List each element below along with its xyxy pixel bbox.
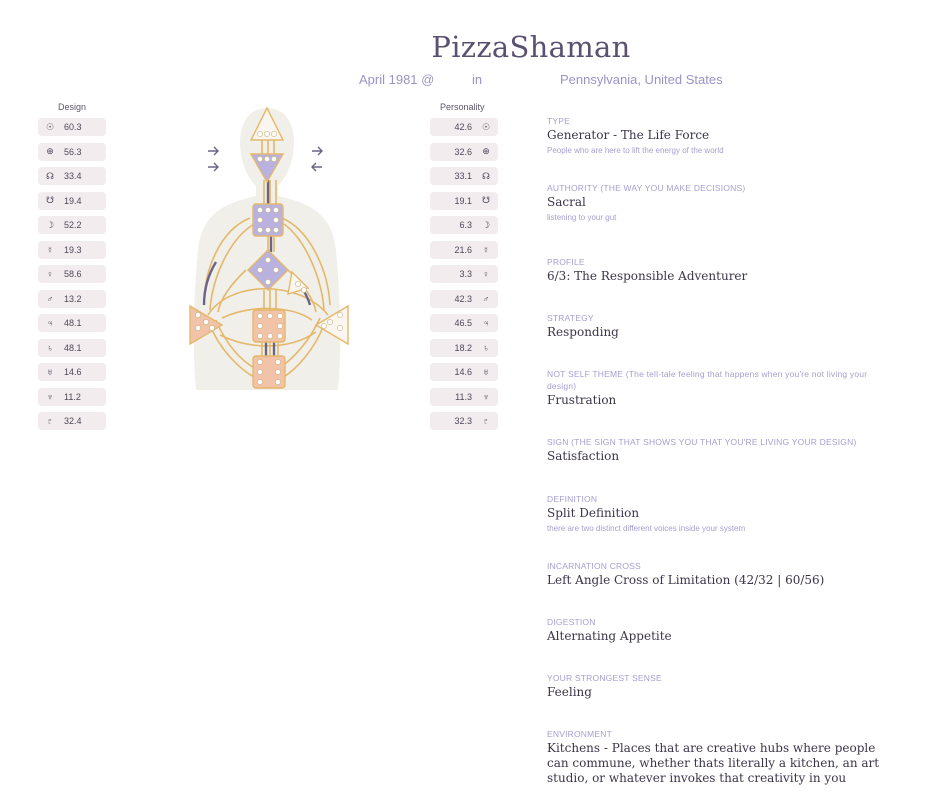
property-label: STRATEGY — [547, 313, 594, 323]
uranus-icon: ♅ — [46, 367, 54, 377]
property-label: AUTHORITY (THE WAY YOU MAKE DECISIONS) — [547, 183, 746, 193]
personality-heading: Personality — [440, 102, 485, 112]
activation-value: 11.2 — [64, 391, 81, 402]
mercury-icon: ☿ — [46, 244, 54, 255]
design-activation — [38, 192, 106, 210]
property-environment — [547, 728, 887, 786]
property-profile — [547, 256, 887, 284]
property-description: People who are here to lift the energy of the world — [547, 146, 724, 155]
property-value: Split Definition — [547, 506, 640, 520]
activation-value: 42.6 — [454, 122, 472, 132]
activation-value: 46.5 — [454, 318, 472, 328]
personality-activation — [430, 388, 498, 406]
property-label: PROFILE — [547, 257, 585, 267]
property-strategy — [547, 312, 887, 340]
birth-in-label: in — [472, 72, 483, 87]
property-value: Feeling — [547, 685, 592, 699]
design-activation — [38, 265, 106, 283]
personality-activation — [430, 192, 498, 210]
personality-activation — [430, 314, 498, 332]
property-description: there are two distinct different voices inside your system — [547, 524, 746, 533]
personality-activation — [430, 412, 498, 430]
activation-value: 18.2 — [454, 342, 472, 353]
property-strongest-sense — [547, 672, 887, 700]
personality-activation — [430, 339, 498, 357]
activation-value: 19.1 — [454, 195, 472, 206]
activation-value: 11.3 — [455, 391, 472, 402]
activation-value: 21.6 — [454, 244, 472, 255]
activation-value: 32.6 — [454, 146, 472, 157]
venus-icon: ♀ — [46, 269, 54, 279]
venus-icon: ♀ — [482, 269, 490, 279]
design-activation — [38, 314, 106, 332]
chart-owner-name: PizzaShaman — [431, 30, 631, 64]
design-activation — [38, 388, 106, 406]
activation-value: 32.3 — [454, 416, 472, 426]
property-value: Generator - The Life Force — [547, 128, 710, 142]
property-not-self-theme — [547, 368, 887, 408]
activation-value: 6.3 — [459, 220, 472, 230]
arrow-right-icon — [208, 147, 218, 155]
jupiter-icon: ♃ — [482, 318, 490, 328]
property-value: Left Angle Cross of Limitation (42/32 | 60/56) — [547, 573, 825, 587]
property-label: YOUR STRONGEST SENSE — [547, 673, 662, 683]
south-node-icon: ☋ — [46, 195, 54, 205]
activation-value: 58.6 — [64, 269, 82, 279]
property-description: listening to your gut — [547, 213, 617, 222]
design-activation — [38, 167, 106, 185]
activation-value: 52.2 — [64, 220, 82, 230]
property-label: NOT SELF THEME (The tell-tale feeling that happens when you're not living your design) — [547, 369, 868, 391]
personality-activation — [430, 143, 498, 161]
property-value: Frustration — [547, 393, 617, 407]
activation-value: 33.4 — [64, 171, 82, 181]
property-label: INCARNATION CROSS — [547, 561, 641, 571]
personality-activation — [430, 265, 498, 283]
property-label: TYPE — [547, 116, 571, 126]
activation-value: 13.2 — [64, 293, 82, 304]
property-value: Sacral — [547, 195, 586, 209]
activation-value: 14.6 — [64, 367, 82, 377]
property-incarnation-cross — [547, 560, 887, 588]
birth-location: Pennsylvania, United States — [560, 72, 723, 87]
design-activation — [38, 412, 106, 430]
design-activation — [38, 363, 106, 381]
north-node-icon: ☊ — [482, 170, 490, 181]
moon-icon: ☽ — [481, 219, 491, 230]
activation-value: 19.4 — [64, 195, 82, 206]
arrow-left-icon — [312, 163, 322, 171]
design-activation — [38, 290, 106, 308]
property-definition — [547, 493, 887, 533]
design-activation — [38, 241, 106, 259]
design-activation — [38, 216, 106, 234]
design-heading: Design — [58, 102, 87, 112]
property-value: Kitchens - Places that are creative hubs where people can commune, whether thats literally a kitchen, an art studio, or whatever invokes that creativity in you — [547, 741, 880, 785]
personality-activation — [430, 241, 498, 259]
saturn-icon: ♄ — [46, 342, 54, 353]
activation-value: 42.3 — [454, 293, 472, 304]
property-type — [547, 115, 887, 155]
property-value: 6/3: The Responsible Adventurer — [547, 269, 748, 283]
activation-value: 19.3 — [64, 244, 82, 255]
pluto-icon: ♇ — [482, 416, 490, 426]
property-value: Satisfaction — [547, 449, 620, 463]
property-label: DEFINITION — [547, 494, 598, 504]
design-activation — [38, 118, 106, 136]
activation-value: 3.3 — [459, 269, 472, 279]
moon-icon: ☽ — [45, 219, 55, 230]
personality-activation — [430, 167, 498, 185]
design-activation — [38, 143, 106, 161]
pluto-icon: ♇ — [46, 416, 54, 426]
property-sign — [547, 436, 887, 464]
neptune-icon: ♆ — [482, 391, 490, 402]
jupiter-icon: ♃ — [46, 318, 54, 328]
property-label: ENVIRONMENT — [547, 729, 613, 739]
property-label: DIGESTION — [547, 617, 596, 627]
saturn-icon: ♄ — [482, 342, 490, 353]
property-value: Alternating Appetite — [547, 629, 672, 643]
activation-value: 33.1 — [454, 171, 472, 181]
uranus-icon: ♅ — [482, 367, 490, 377]
arrow-right-icon — [312, 147, 322, 155]
north-node-icon: ☊ — [46, 170, 54, 181]
mercury-icon: ☿ — [482, 244, 490, 255]
activation-value: 56.3 — [64, 146, 82, 157]
property-label: SIGN (THE SIGN THAT SHOWS YOU THAT YOU'RE LIVING YOUR DESIGN) — [547, 437, 857, 447]
property-value: Responding — [547, 325, 619, 339]
personality-activation — [430, 118, 498, 136]
activation-value: 60.3 — [64, 122, 82, 132]
sun-icon: ☉ — [481, 121, 491, 132]
personality-activation — [430, 363, 498, 381]
property-authority — [547, 182, 887, 222]
earth-icon: ⊕ — [482, 146, 490, 156]
mars-icon: ♂ — [46, 293, 54, 304]
activation-value: 32.4 — [64, 416, 82, 426]
property-digestion — [547, 616, 887, 644]
activation-value: 48.1 — [64, 342, 82, 353]
earth-icon: ⊕ — [46, 146, 54, 156]
sun-icon: ☉ — [45, 121, 55, 132]
activation-value: 14.6 — [454, 367, 472, 377]
neptune-icon: ♆ — [46, 391, 54, 402]
south-node-icon: ☋ — [482, 195, 490, 205]
activation-value: 48.1 — [64, 318, 82, 328]
design-activation — [38, 339, 106, 357]
personality-activation — [430, 290, 498, 308]
birth-date: April 1981 @ — [359, 72, 435, 87]
arrow-right-icon — [208, 163, 218, 171]
mars-icon: ♂ — [482, 293, 490, 304]
personality-activation — [430, 216, 498, 234]
bodygraph — [180, 100, 355, 400]
